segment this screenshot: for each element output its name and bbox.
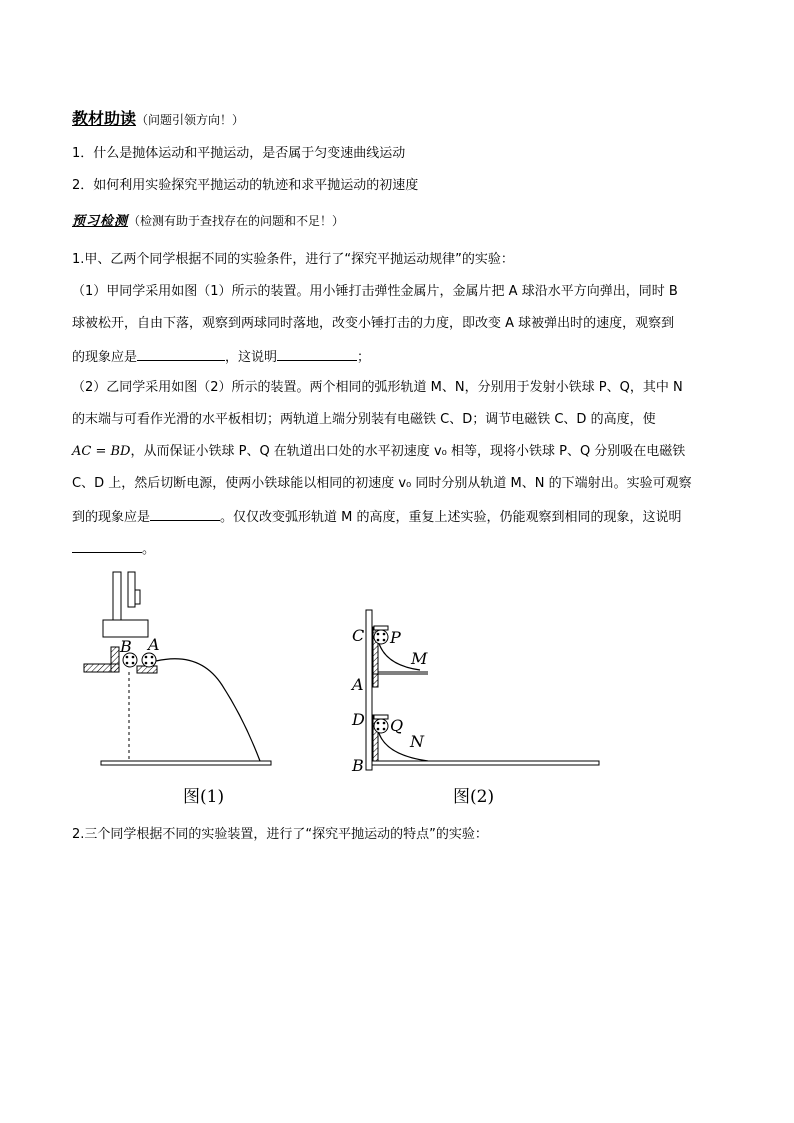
q1-part2-line4: C、D 上，然后切断电源，使两小铁球能以相同的初速度 v₀ 同时分别从轨道 M、N 的下端射出。实验可观察 [72, 476, 692, 491]
q1-part2-line3 [72, 443, 685, 461]
preview-heading [72, 210, 344, 229]
q1-part2-line5 [72, 507, 682, 527]
q1-part1-line3 [72, 347, 370, 367]
q1-part2-line1: （2）乙同学采用如图（2）所示的装置。两个相同的弧形轨道 M、N，分别用于发射小铁球 P、Q，其中 N [72, 380, 683, 395]
answer-blank-2[interactable] [277, 347, 357, 361]
preview-note: （检测有助于查找存在的问题和不足！） [128, 214, 345, 228]
text-segment: 的现象应是 [72, 350, 138, 365]
text-segment: 。 [142, 542, 156, 557]
fig1-caption: 图(1) [183, 787, 225, 807]
fig2-label-d: D [352, 710, 365, 729]
answer-blank-3[interactable] [150, 507, 220, 521]
figure-1 [84, 572, 271, 807]
math-ac-bd: AC = BD [72, 444, 131, 459]
text-segment: ； [357, 350, 371, 365]
fig2-label-c: C [352, 626, 365, 645]
fig2-caption: 图(2) [453, 787, 495, 807]
answer-blank-4[interactable] [72, 539, 142, 553]
text-segment: 到的现象应是 [72, 510, 151, 525]
figures [0, 565, 794, 825]
text-segment: 。仅仅改变弧形轨道 M 的高度，重复上述实验，仍能观察到相同的现象，这说明 [220, 510, 682, 525]
fig2-label-a: A [352, 675, 364, 694]
q1-part2-line6 [72, 539, 155, 559]
guide-question-1: 1．什么是抛体运动和平抛运动，是否属于匀变速曲线运动 [72, 146, 406, 161]
fig1-label-a: A [148, 635, 160, 654]
q1-part1-line2: 球被松开，自由下落，观察到两球同时落地，改变小锤打击的力度，即改变 A 球被弹出时的速度，观察到 [72, 316, 675, 331]
heading-title: 教材助读 [72, 109, 137, 128]
section-heading [72, 106, 244, 129]
q1-part2-line2: 的末端与可看作光滑的水平板相切；两轨道上端分别装有电磁铁 C、D；调节电磁铁 C、D 的高度，使 [72, 412, 656, 427]
fig2-label-b: B [352, 756, 364, 775]
q1-part1-line1: （1）甲同学采用如图（1）所示的装置。用小锤打击弹性金属片，金属片把 A 球沿水平方向弹出，同时 B [72, 284, 678, 299]
fig1-label-b: B [120, 637, 132, 656]
fig2-label-p: P [390, 628, 401, 647]
q1-intro: 1.甲、乙两个同学根据不同的实验条件，进行了“探究平抛运动规律”的实验： [72, 252, 514, 267]
preview-title: 预习检测 [72, 214, 129, 229]
q2-intro: 2.三个同学根据不同的实验装置，进行了“探究平抛运动的特点”的实验： [72, 827, 488, 842]
text-segment: ，从而保证小铁球 P、Q 在轨道出口处的水平初速度 v₀ 相等，现将小铁球 P、Q 分别吸在电磁铁 [130, 444, 686, 459]
figure-2 [350, 610, 599, 807]
guide-question-2: 2．如何利用实验探究平抛运动的轨迹和求平抛运动的初速度 [72, 178, 419, 193]
fig2-label-q: Q [390, 716, 404, 735]
fig2-label-n: N [410, 732, 424, 751]
answer-blank-1[interactable] [137, 347, 225, 361]
text-segment: ，这说明 [225, 350, 278, 365]
fig2-label-m: M [411, 649, 428, 668]
heading-note: （问题引领方向！） [136, 113, 245, 127]
